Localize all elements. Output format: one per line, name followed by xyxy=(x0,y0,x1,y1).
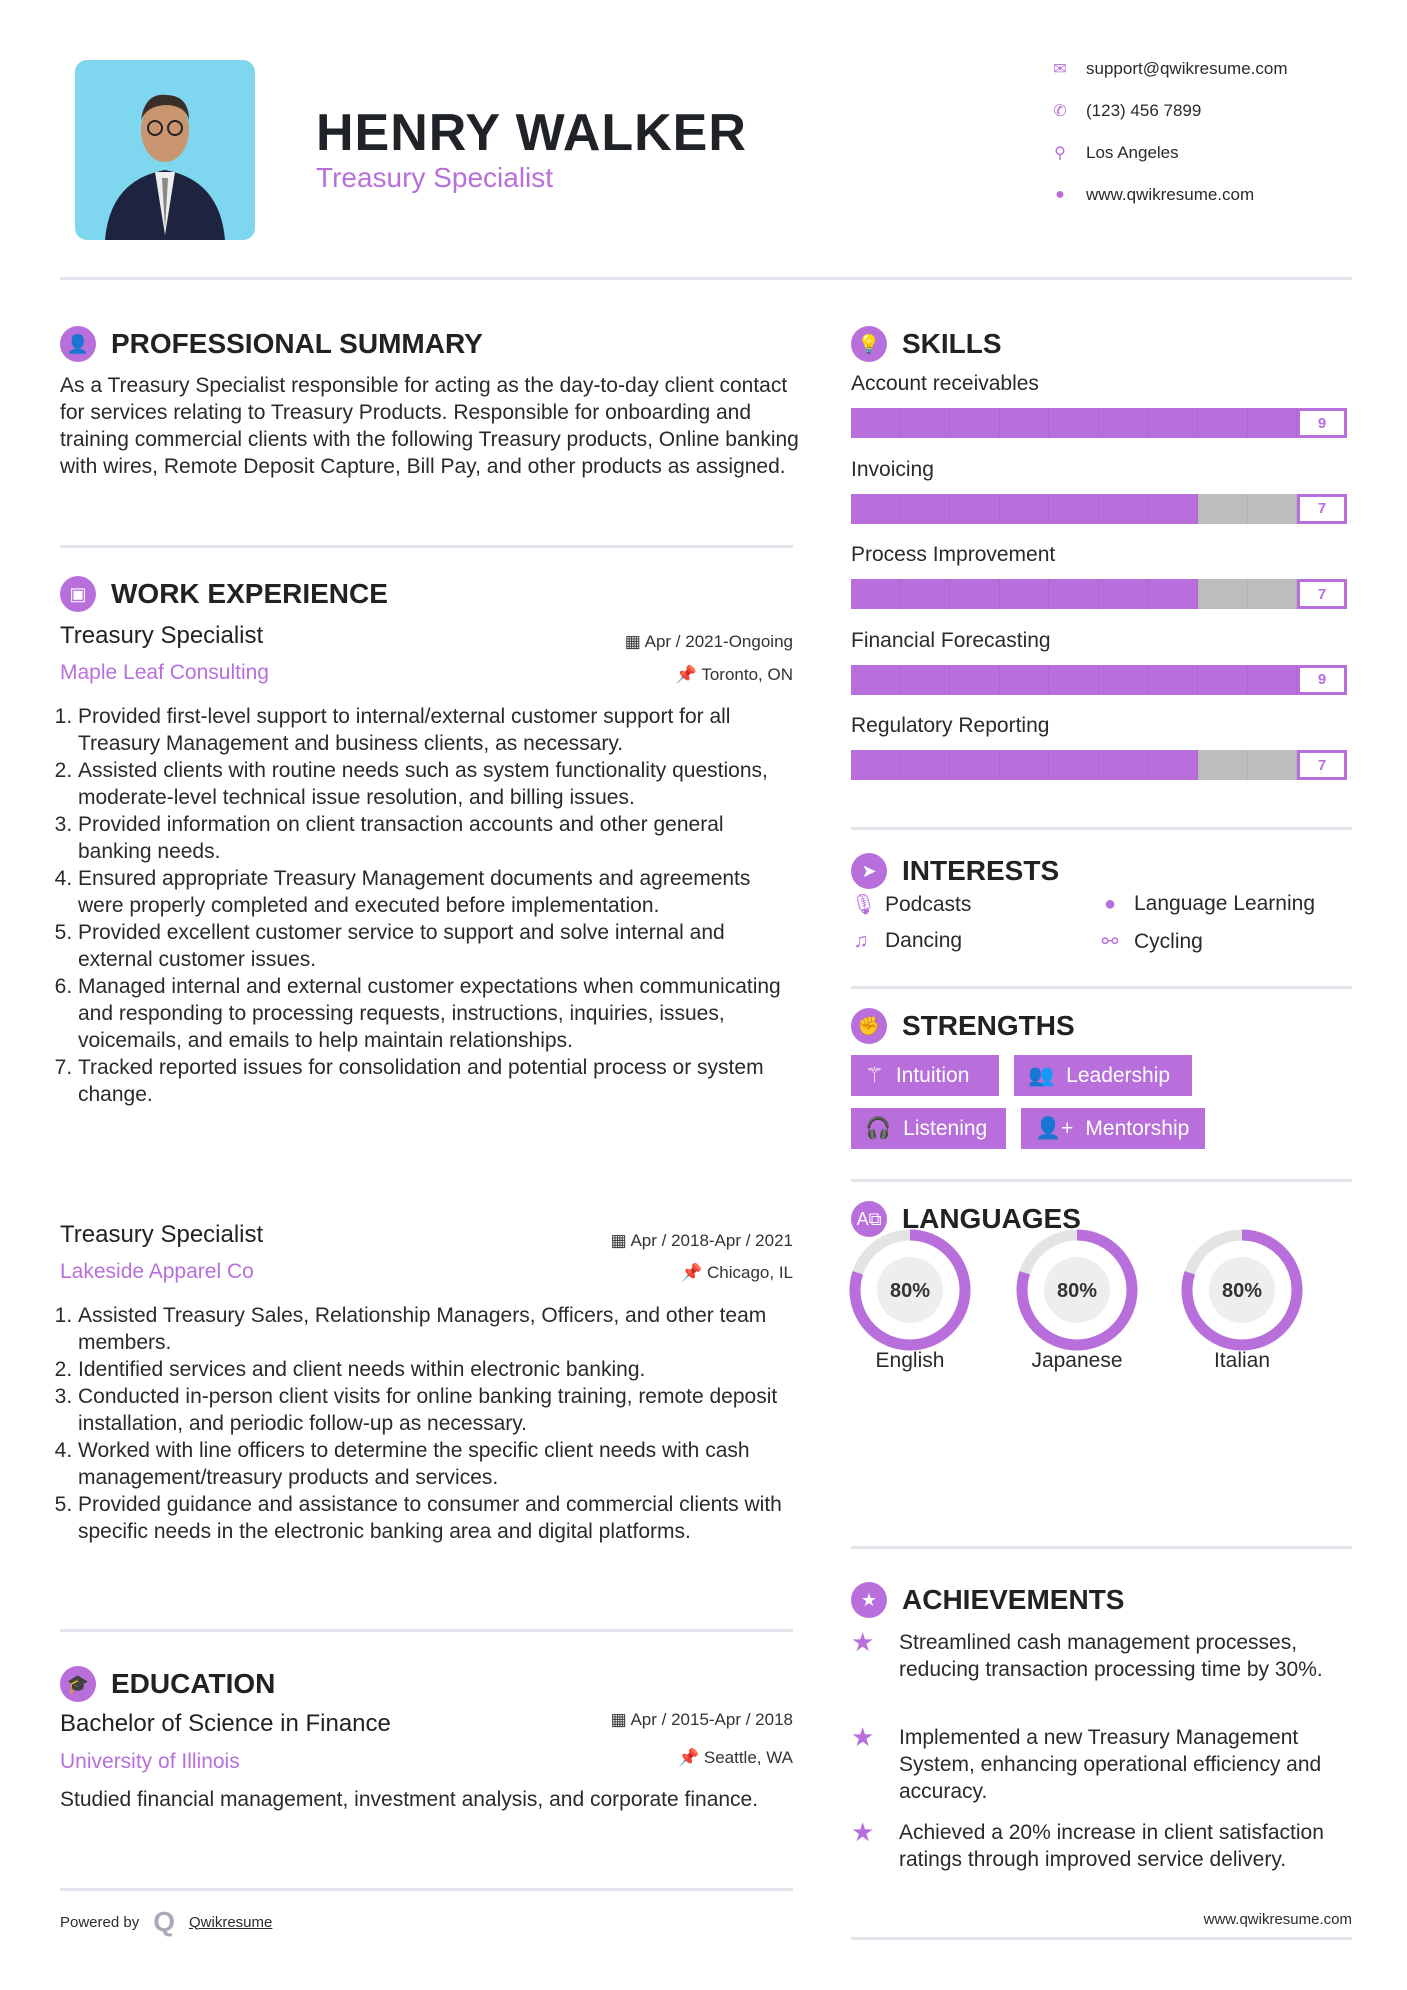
skill-segment-filled xyxy=(901,665,951,695)
interest-item xyxy=(1100,892,1315,916)
interest-label: Dancing xyxy=(885,929,963,952)
header-divider xyxy=(60,277,1352,280)
skill-segment-filled xyxy=(1248,408,1298,438)
skill-segment-filled xyxy=(1049,665,1099,695)
calendar-icon: ▦ xyxy=(624,632,645,651)
pin-icon: 📌 xyxy=(677,1748,700,1767)
summary-heading xyxy=(60,324,483,364)
location-text: Seattle, WA xyxy=(703,1748,793,1767)
strength-label: Listening xyxy=(903,1116,988,1140)
bullet-item: 5. Provided excellent customer service to support and solve internal and external customer issues. xyxy=(78,919,793,973)
skill-segment-filled xyxy=(901,494,951,524)
dates-text: Apr / 2021-Ongoing xyxy=(644,632,793,651)
skill-segment-filled xyxy=(1149,750,1199,780)
skill-segment-filled xyxy=(1149,408,1199,438)
language-ring xyxy=(1180,1228,1304,1357)
language-ring xyxy=(1015,1228,1139,1357)
fist-icon: ✊ xyxy=(851,1008,887,1044)
skill-segment-filled xyxy=(950,408,1000,438)
skill-level-value: 7 xyxy=(1297,494,1347,524)
location-text: Los Angeles xyxy=(1086,143,1179,162)
bullet-item: 2. Assisted clients with routine needs such as system functionality questions, moderate-level technical issue resolution, and billing issues. xyxy=(78,757,793,811)
education-heading xyxy=(60,1664,275,1704)
achievement-text: Implemented a new Treasury Management System, enhancing operational efficiency and accuracy. xyxy=(899,1726,1322,1803)
skill-segment-filled xyxy=(1149,494,1199,524)
skill-segment-filled xyxy=(1198,665,1248,695)
skill-segment-filled xyxy=(1049,579,1099,609)
star-badge-icon: ★ xyxy=(851,1582,887,1618)
magic-wand-icon: ⚚ xyxy=(865,1064,884,1087)
skill-bar xyxy=(851,665,1347,695)
skill-segment-filled xyxy=(1099,494,1149,524)
interest-label: Podcasts xyxy=(885,892,972,916)
skill-segment-filled xyxy=(950,665,1000,695)
strength-label: Intuition xyxy=(895,1063,970,1087)
dates-text: Apr / 2015-Apr / 2018 xyxy=(630,1710,793,1729)
skill-bar xyxy=(851,579,1347,609)
calendar-icon: ▦ xyxy=(610,1710,631,1729)
skill-segment-filled xyxy=(1000,408,1050,438)
pin-icon: 📌 xyxy=(675,665,697,684)
skill-segment-filled xyxy=(1049,408,1099,438)
pin-icon: 📌 xyxy=(681,1263,703,1282)
bullet-item: 5. Provided guidance and assistance to consumer and commercial clients with specific needs in the electronic banking area and digital platforms. xyxy=(78,1491,793,1545)
star-icon: ★ xyxy=(851,1722,875,1752)
footer-website[interactable]: www.qwikresume.com xyxy=(1203,1911,1352,1928)
skill-segment-filled xyxy=(1099,750,1149,780)
interest-item xyxy=(1100,929,1203,954)
globe-icon: ● xyxy=(1103,892,1117,915)
skill-segment-empty xyxy=(1198,494,1248,524)
job-bullets xyxy=(60,703,793,1108)
skill-segment-filled xyxy=(950,750,1000,780)
location-text: Toronto, ON xyxy=(701,665,793,684)
interest-label: Cycling xyxy=(1134,929,1203,953)
star-icon: ★ xyxy=(851,1817,875,1847)
education-dates xyxy=(611,1710,793,1730)
skill-level-value: 7 xyxy=(1297,750,1347,780)
bullet-item: 3. Conducted in-person client visits for online banking training, remote deposit installation, and periodic follow-up as necessary. xyxy=(78,1383,793,1437)
contact-location xyxy=(1052,141,1179,165)
divider xyxy=(851,827,1352,830)
skills-heading xyxy=(851,324,1002,364)
email-text: support@qwikresume.com xyxy=(1086,59,1288,78)
qwikresume-logo-icon: Q xyxy=(153,1906,175,1937)
skill-level-value: 9 xyxy=(1297,408,1347,438)
headphones-icon: 🎧 xyxy=(865,1116,892,1140)
skill-bar xyxy=(851,408,1347,438)
skill-bar xyxy=(851,750,1347,780)
skill-segment-filled xyxy=(1000,750,1050,780)
experience-heading-text: WORK EXPERIENCE xyxy=(111,578,388,609)
interest-item xyxy=(851,892,971,917)
music-icon: ♫ xyxy=(853,929,869,952)
briefcase-icon: ▣ xyxy=(60,576,96,612)
skill-segment-filled xyxy=(851,665,901,695)
job-title: Treasury Specialist xyxy=(60,1221,264,1248)
star-icon: ★ xyxy=(851,1627,875,1657)
skill-segment-filled xyxy=(1000,665,1050,695)
bullet-item: 1. Assisted Treasury Sales, Relationship Managers, Officers, and other team members. xyxy=(78,1302,793,1356)
skill-segment-filled xyxy=(1248,665,1298,695)
skill-segment-filled xyxy=(1000,579,1050,609)
brand-link[interactable]: Qwikresume xyxy=(189,1913,273,1931)
job-location xyxy=(681,1263,793,1283)
user-icon: 👤 xyxy=(60,326,96,362)
achievement-item xyxy=(851,1629,1351,1683)
strength-chip xyxy=(851,1055,999,1096)
calendar-icon: ▦ xyxy=(610,1231,631,1250)
users-icon: 👥 xyxy=(1028,1063,1055,1087)
phone-icon: ✆ xyxy=(1053,103,1067,120)
skill-segment-filled xyxy=(851,408,901,438)
summary-text: As a Treasury Specialist responsible for acting as the day-to-day client contact for services relating to Treasury Products. Responsible for onboarding and training commercial clients with the following Treasury products, Online banking with wires, Remote Deposit Capture, Bill Pay, and other products as assigned. xyxy=(60,374,799,478)
skill-level-value: 7 xyxy=(1297,579,1347,609)
achievement-text: Achieved a 20% increase in client satisfaction ratings through improved service delivery. xyxy=(899,1821,1324,1871)
divider xyxy=(851,1179,1352,1182)
language-name: Italian xyxy=(1213,1349,1271,1372)
education-heading-text: EDUCATION xyxy=(111,1668,276,1699)
job-company: Lakeside Apparel Co xyxy=(60,1260,254,1283)
bullet-item: 7. Tracked reported issues for consolidation and potential process or system change. xyxy=(78,1054,793,1108)
languages-heading-text: LANGUAGES xyxy=(902,1203,1081,1234)
interest-label: Language Learning xyxy=(1134,892,1316,915)
map-pin-icon: ⚲ xyxy=(1054,145,1066,162)
bullet-item: 3. Provided information on client transaction accounts and other general banking needs. xyxy=(78,811,793,865)
job-company: Maple Leaf Consulting xyxy=(60,661,269,684)
achievement-text: Streamlined cash management processes, reducing transaction processing time by 30%. xyxy=(899,1631,1323,1681)
skill-segment-filled xyxy=(1099,665,1149,695)
interests-heading-text: INTERESTS xyxy=(902,855,1060,886)
strength-chip xyxy=(1014,1055,1192,1096)
skill-segment-filled xyxy=(1099,579,1149,609)
powered-by-text: Powered by xyxy=(60,1913,140,1931)
skill-segment-empty xyxy=(1248,750,1298,780)
skill-segment-empty xyxy=(1198,750,1248,780)
job-location xyxy=(676,665,793,685)
skill-segment-filled xyxy=(1149,665,1199,695)
profile-photo xyxy=(75,60,255,240)
skill-segment-filled xyxy=(1149,579,1199,609)
education-location xyxy=(678,1748,793,1768)
paper-plane-icon: ➤ xyxy=(851,853,887,889)
skill-name: Process Improvement xyxy=(851,543,1056,566)
skill-segment-filled xyxy=(1049,750,1099,780)
bullet-item: 4. Ensured appropriate Treasury Management documents and agreements were properly completed and executed before implementation. xyxy=(78,865,793,919)
job-dates xyxy=(625,632,793,652)
skill-segment-filled xyxy=(1000,494,1050,524)
skill-segment-filled xyxy=(901,408,951,438)
skill-segment-empty xyxy=(1198,579,1248,609)
divider xyxy=(851,1937,1352,1940)
phone-text: (123) 456 7899 xyxy=(1086,101,1202,120)
candidate-name: HENRY WALKER xyxy=(316,104,747,162)
bullet-item: 2. Identified services and client needs within electronic banking. xyxy=(78,1356,793,1383)
graduate-icon: 🎓 xyxy=(60,1666,96,1702)
strengths-heading-text: STRENGTHS xyxy=(902,1010,1075,1041)
bullet-item: 1. Provided first-level support to internal/external customer support for all Treasury Management and business clients, as necessary. xyxy=(78,703,793,757)
achievements-heading-text: ACHIEVEMENTS xyxy=(902,1584,1125,1615)
candidate-title: Treasury Specialist xyxy=(316,162,554,193)
strength-label: Mentorship xyxy=(1085,1116,1190,1140)
divider xyxy=(60,1888,793,1891)
bullet-item: 4. Worked with line officers to determine the specific client needs with cash management/treasury products and services. xyxy=(78,1437,793,1491)
dates-text: Apr / 2018-Apr / 2021 xyxy=(630,1231,793,1250)
skill-segment-empty xyxy=(1248,494,1298,524)
language-percent: 80% xyxy=(1221,1280,1263,1302)
experience-heading xyxy=(60,574,388,614)
skill-name: Invoicing xyxy=(851,457,934,481)
degree: Bachelor of Science in Finance xyxy=(60,1710,391,1737)
job-dates xyxy=(611,1231,793,1251)
job-bullets xyxy=(60,1302,793,1545)
divider xyxy=(851,986,1352,989)
skill-name: Financial Forecasting xyxy=(851,628,1051,652)
language-percent: 80% xyxy=(1056,1280,1098,1302)
skill-segment-filled xyxy=(901,579,951,609)
skill-segment-filled xyxy=(851,579,901,609)
lightbulb-icon: 💡 xyxy=(851,326,887,362)
microphone-icon: 🎙 xyxy=(851,894,877,916)
achievement-item xyxy=(851,1724,1351,1805)
skill-segment-filled xyxy=(851,750,901,780)
skill-name: Regulatory Reporting xyxy=(851,714,1050,737)
skills-heading-text: SKILLS xyxy=(902,328,1002,359)
interests-heading xyxy=(851,851,1059,891)
skill-level-value: 9 xyxy=(1297,665,1347,695)
achievements-heading xyxy=(851,1580,1124,1620)
skill-bar xyxy=(851,494,1347,524)
translate-icon: A⧉ xyxy=(851,1201,887,1237)
education-description: Studied financial management, investment analysis, and corporate finance. xyxy=(60,1788,759,1811)
achievement-item xyxy=(851,1819,1351,1873)
job-title: Treasury Specialist xyxy=(60,622,264,649)
skill-segment-filled xyxy=(851,494,901,524)
contact-phone[interactable] xyxy=(1052,99,1201,123)
strength-chip xyxy=(1021,1108,1205,1149)
school: University of Illinois xyxy=(60,1750,240,1773)
bullet-item: 6. Managed internal and external customer expectations when communicating and responding to processing requests, instructions, inquiries, issues, voicemails, and emails to help maintain relationships. xyxy=(78,973,793,1054)
globe-icon: ● xyxy=(1055,186,1065,203)
contact-website[interactable] xyxy=(1052,183,1254,207)
divider xyxy=(60,1629,793,1632)
skill-segment-filled xyxy=(1198,408,1248,438)
language-ring xyxy=(848,1228,972,1357)
strength-label: Leadership xyxy=(1066,1063,1171,1087)
divider xyxy=(851,1546,1352,1549)
summary-heading-text: PROFESSIONAL SUMMARY xyxy=(111,328,483,359)
strength-chip xyxy=(851,1108,1006,1149)
skill-segment-filled xyxy=(1049,494,1099,524)
interest-item xyxy=(851,929,962,953)
contact-email[interactable] xyxy=(1052,57,1288,81)
language-percent: 80% xyxy=(889,1280,931,1302)
skill-name: Account receivables xyxy=(851,372,1039,395)
website-text: www.qwikresume.com xyxy=(1086,185,1255,204)
skill-segment-filled xyxy=(901,750,951,780)
divider xyxy=(60,545,793,548)
location-text: Chicago, IL xyxy=(707,1263,793,1282)
skill-segment-empty xyxy=(1248,579,1298,609)
skill-segment-filled xyxy=(950,494,1000,524)
bicycle-icon: ⚯ xyxy=(1101,931,1119,953)
skill-segment-filled xyxy=(1099,408,1149,438)
envelope-icon: ✉ xyxy=(1053,61,1067,78)
language-name: Japanese xyxy=(1031,1349,1123,1372)
skill-segment-filled xyxy=(950,579,1000,609)
strengths-heading xyxy=(851,1006,1075,1046)
language-name: English xyxy=(875,1349,945,1372)
user-plus-icon: 👤+ xyxy=(1035,1116,1074,1140)
powered-by xyxy=(60,1906,272,1938)
